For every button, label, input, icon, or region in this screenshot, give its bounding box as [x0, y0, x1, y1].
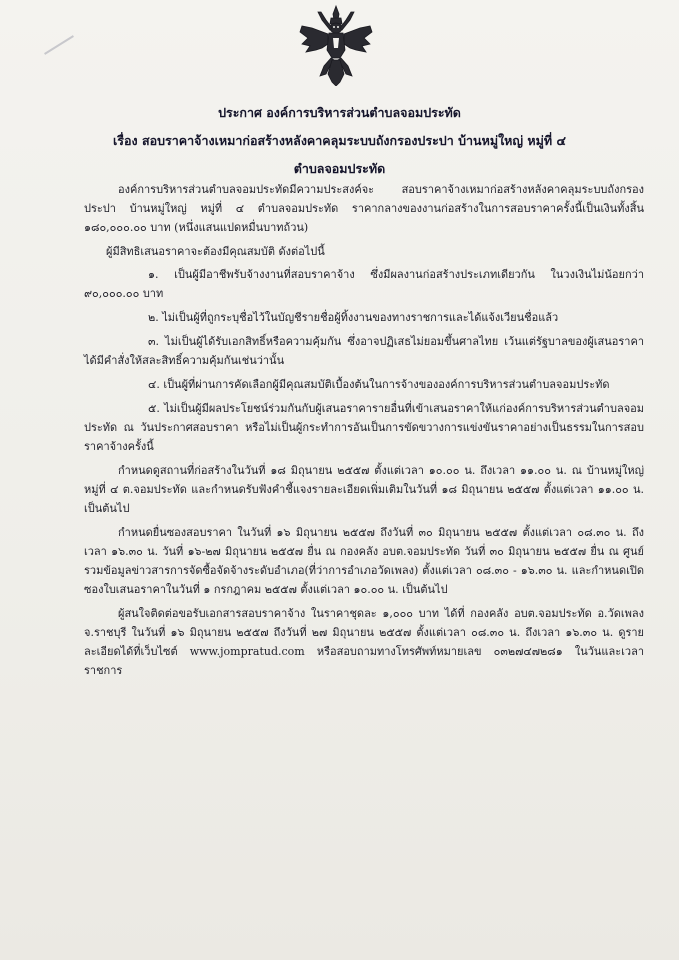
- qualification-item: ๕. ไม่เป็นผู้มีผลประโยชน์ร่วมกันกับผู้เสนอราคารายอื่นที่เข้าเสนอราคาให้แก่องค์การบริหารส่วนตำบลจอมประทัด ณ วันประกาศสอบราคา หรือไม่เป็นผู้กระทำการอันเป็นการขัดขวางการแข่งขันราคาอย่างเป็นธรรมในการสอบราคาจ้างครั้งนี้: [84, 402, 644, 453]
- qualification-item: ๑. เป็นผู้มีอาชีพรับจ้างงานที่สอบราคาจ้าง ซึ่งมีผลงานก่อสร้างประเภทเดียวกัน ในวงเงินไม่น้อยกว่า ๙๐,๐๐๐.๐๐ บาท: [84, 268, 644, 300]
- documents-paragraph: ผู้สนใจติดต่อขอรับเอกสารสอบราคาจ้าง ในราคาชุดละ ๑,๐๐๐ บาท ได้ที่ กองคลัง อบต.จอมประทัด อ.วัดเพลง จ.ราชบุรี ในวันที่ ๑๖ มิถุนายน ๒๕๕๗ ถึงวันที่ ๒๗ มิถุนายน ๒๕๕๗ ตั้งแต่เวลา ๐๘.๓๐ น. ถึงเวลา ๑๖.๓๐ น. ดูรายละเอียดได้ที่เว็บไซต์ www.jompratud.com หรือสอบถามทางโทรศัพท์หมายเลข ๐๓๒๗๔๗๒๘๑ ในวันและเวลาราชการ: [84, 607, 644, 677]
- qualifications-heading: ผู้มีสิทธิเสนอราคาจะต้องมีคุณสมบัติ ดังต่อไปนี้: [106, 245, 325, 258]
- scratch-mark: [44, 35, 74, 55]
- garuda-emblem-icon: [298, 4, 374, 86]
- qualification-item: ๔. เป็นผู้ที่ผ่านการคัดเลือกผู้มีคุณสมบัติเบื้องต้นในการจ้างขององค์การบริหารส่วนตำบลจอมประทัด: [148, 378, 610, 391]
- subject-line: เรื่อง สอบราคาจ้างเหมาก่อสร้างหลังคาคลุมระบบถังกรองประปา บ้านหมู่ใหญ่ หมู่ที่ ๔: [113, 133, 566, 148]
- qualification-item: ๓. ไม่เป็นผู้ได้รับเอกสิทธิ์หรือความคุ้มกัน ซึ่งอาจปฏิเสธไม่ยอมขึ้นศาลไทย เว้นแต่รัฐบาลของผู้เสนอราคาได้มีคำสั่งให้สละสิทธิ์ความคุ้มกันเช่นว่านั้น: [84, 335, 644, 367]
- site-visit-paragraph: กำหนดดูสถานที่ก่อสร้างในวันที่ ๑๘ มิถุนายน ๒๕๕๗ ตั้งแต่เวลา ๑๐.๐๐ น. ถึงเวลา ๑๑.๐๐ น. ณ บ้านหมู่ใหญ่ หมู่ที่ ๔ ต.จอมประทัด และกำหนดรับฟังคำชี้แจงรายละเอียดเพิ่มเติมในวันที่ ๑๘ มิถุนายน ๒๕๕๗ ตั้งแต่เวลา ๑๑.๐๐ น. เป็นต้นไป: [84, 464, 644, 515]
- subject-location: ตำบลจอมประทัด: [293, 161, 386, 176]
- announcement-body: [84, 180, 644, 685]
- qualification-item: ๒. ไม่เป็นผู้ที่ถูกระบุชื่อไว้ในบัญชีรายชื่อผู้ทิ้งงานของทางราชการและได้แจ้งเวียนชื่อแล้ว: [148, 311, 559, 324]
- announcement-title: ประกาศ องค์การบริหารส่วนตำบลจอมประทัด: [218, 105, 461, 120]
- intro-paragraph: องค์การบริหารส่วนตำบลจอมประทัดมีความประสงค์จะ สอบราคาจ้างเหมาก่อสร้างหลังคาคลุมระบบถังกรองประปา บ้านหมู่ใหญ่ หมู่ที่ ๔ ตำบลจอมประทัด ราคากลางของงานก่อสร้างในการสอบราคาครั้งนี้เป็นเงินทั้งสิ้น ๑๘๐,๐๐๐.๐๐ บาท (หนึ่งแสนแปดหมื่นบาทถ้วน): [84, 183, 644, 234]
- submission-paragraph: กำหนดยื่นซองสอบราคา ในวันที่ ๑๖ มิถุนายน ๒๕๕๗ ถึงวันที่ ๓๐ มิถุนายน ๒๕๕๗ ตั้งแต่เวลา ๐๘.๓๐ น. ถึงเวลา ๑๖.๓๐ น. วันที่ ๑๖-๒๗ มิถุนายน ๒๕๕๗ ยื่น ณ กองคลัง อบต.จอมประทัด วันที่ ๓๐ มิถุนายน ๒๕๕๗ ยื่น ณ ศูนย์รวมข้อมูลข่าวสารการจัดซื้อจัดจ้างระดับอำเภอ(ที่ว่าการอำเภอวัดเพลง) ตั้งแต่เวลา ๐๘.๓๐ - ๑๖.๓๐ น. และกำหนดเปิดซองใบเสนอราคาในวันที่ ๑ กรกฎาคม ๒๕๕๗ ตั้งแต่เวลา ๑๐.๐๐ น. เป็นต้นไป: [84, 526, 644, 596]
